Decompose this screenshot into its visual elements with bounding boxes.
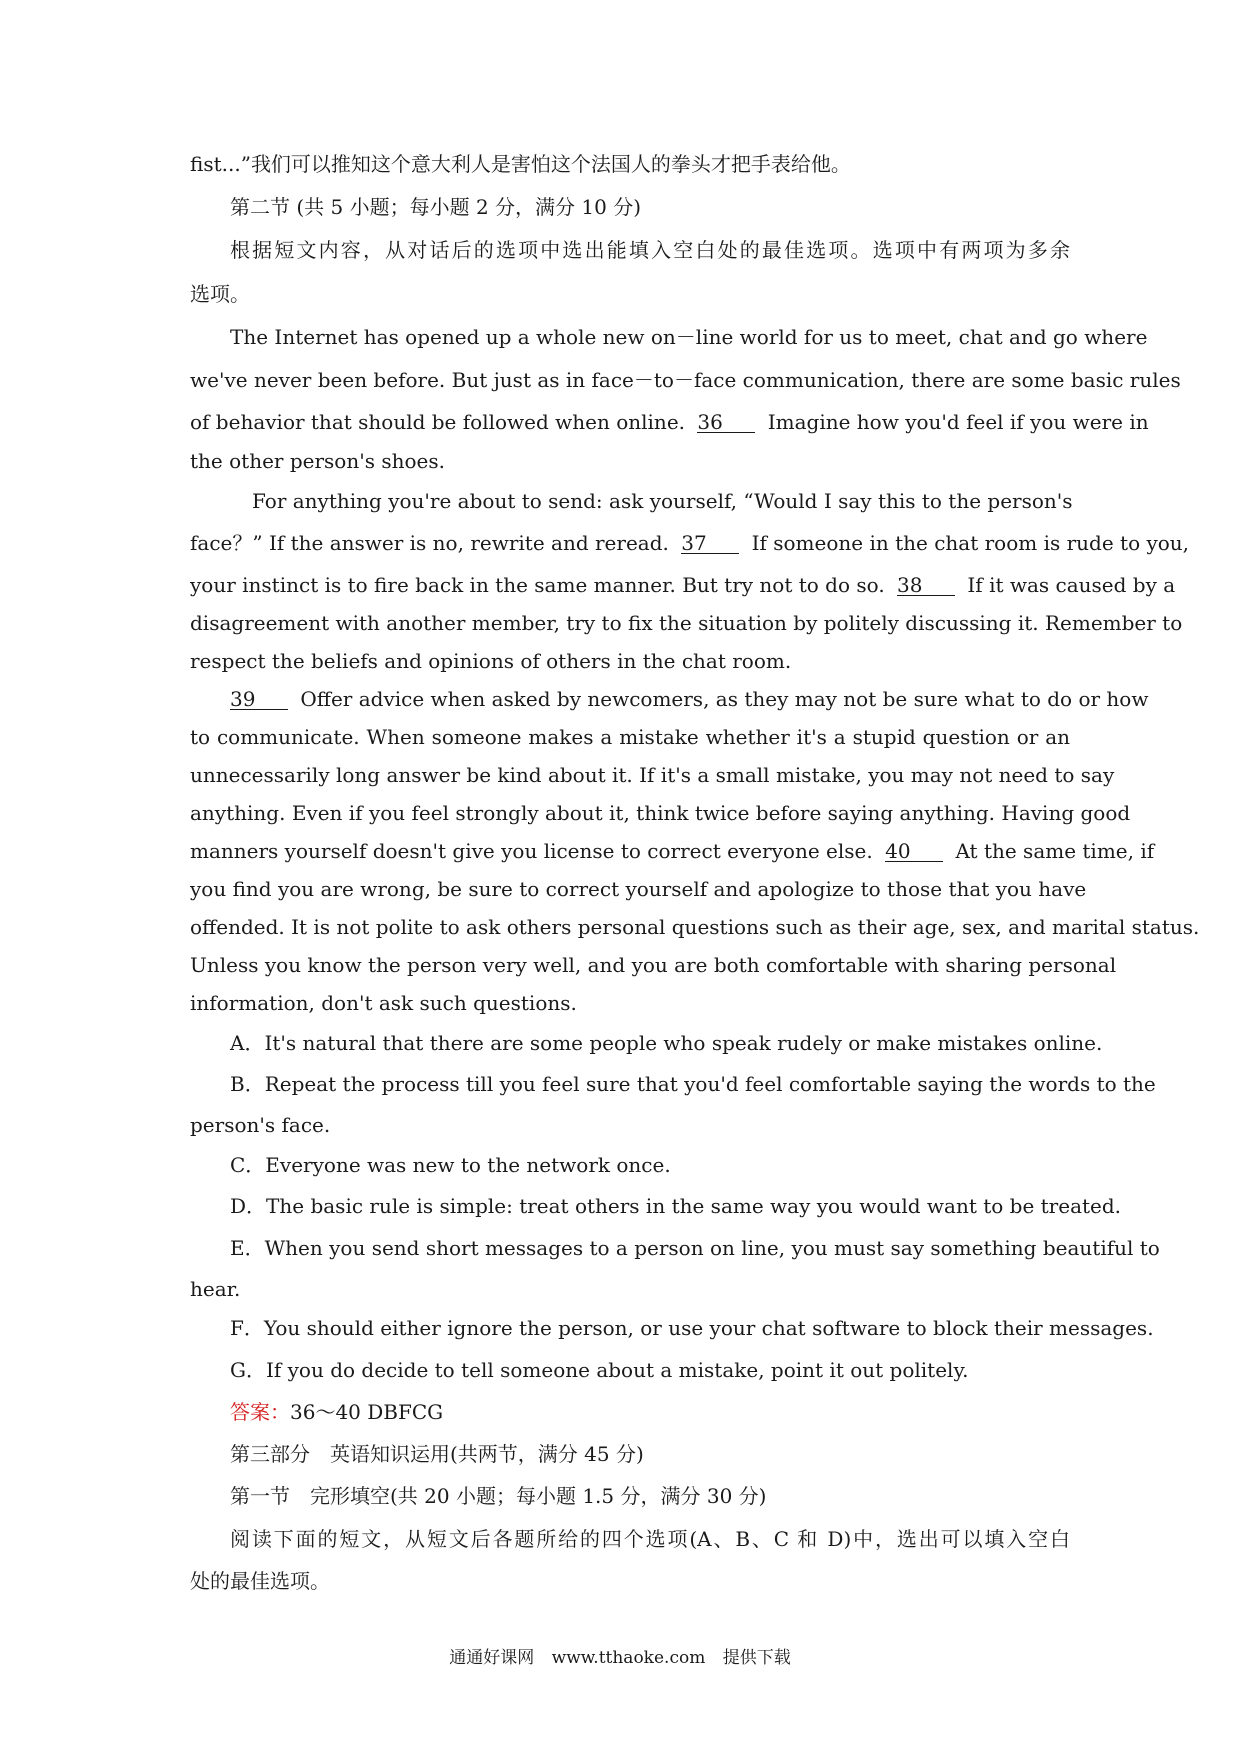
passage-line — [190, 572, 1176, 598]
section-heading: 第一节 完形填空(共 20 小题；每小题 1.5 分，满分 30 分) — [230, 1484, 767, 1508]
passage-text: If it was caused by a — [967, 573, 1176, 597]
blank-38: 38 — [897, 575, 955, 596]
passage-text: your instinct is to fire back in the same manner. But try not to do so. — [190, 573, 885, 597]
passage-line — [190, 530, 1190, 556]
passage-line: to communicate. When someone makes a mistake whether it's a stupid question or an — [190, 725, 1070, 749]
option-b: B．Repeat the process till you feel sure that you'd feel comfortable saying the words to the — [230, 1072, 1156, 1096]
option-c: C．Everyone was new to the network once. — [230, 1153, 671, 1177]
passage-line — [190, 838, 1155, 864]
answer-text: 36～40 DBFCG — [290, 1400, 444, 1424]
option-e: E．When you send short messages to a person on line, you must say something beautiful to — [230, 1236, 1160, 1260]
footer-tail: 提供下载 — [722, 1648, 791, 1668]
passage-line: offended. It is not polite to ask others personal questions such as their age, sex, and marital status. — [190, 915, 1200, 939]
instruction-line: 选项。 — [190, 282, 250, 306]
blank-40: 40 — [885, 841, 943, 862]
blank-37: 37 — [681, 533, 739, 554]
option-b-continued: person's face. — [190, 1113, 331, 1137]
blank-36: 36 — [697, 412, 755, 433]
passage-text: manners yourself doesn't give you license to correct everyone else. — [190, 839, 873, 863]
page-footer — [0, 1643, 1240, 1668]
passage-line: disagreement with another member, try to fix the situation by politely discussing it. Remember to — [190, 611, 1183, 635]
passage-line: anything. Even if you feel strongly about it, think twice before saying anything. Having good — [190, 801, 1131, 825]
answer-line — [230, 1399, 1070, 1425]
passage-line: unnecessarily long answer be kind about it. If it's a small mistake, you may not need to say — [190, 763, 1115, 787]
passage-text: If someone in the chat room is rude to you, — [751, 531, 1190, 555]
text-line: fist...”我们可以推知这个意大利人是害怕这个法国人的拳头才把手表给他。 — [190, 152, 851, 176]
footer-url[interactable]: www.tthaoke.com — [551, 1648, 706, 1668]
passage-text: face？” If the answer is no, rewrite and reread. — [190, 531, 669, 555]
blank-39: 39 — [230, 689, 288, 710]
instruction-line: 根据短文内容，从对话后的选项中选出能填入空白处的最佳选项。选项中有两项为多余 — [230, 238, 1070, 262]
passage-line: you find you are wrong, be sure to correct yourself and apologize to those that you have — [190, 877, 1087, 901]
option-e-continued: hear. — [190, 1277, 241, 1301]
passage-text: of behavior that should be followed when online. — [190, 410, 686, 434]
option-d: D．The basic rule is simple: treat others in the same way you would want to be treated. — [230, 1194, 1122, 1218]
option-a: A．It's natural that there are some people who speak rudely or make mistakes online. — [230, 1031, 1103, 1055]
passage-line: For anything you're about to send: ask yourself, “Would I say this to the person's — [252, 489, 1073, 513]
passage-text: Imagine how you'd feel if you were in — [767, 410, 1149, 434]
instruction-line: 阅读下面的短文，从短文后各题所给的四个选项(A、B、C 和 D)中，选出可以填入空白 — [230, 1527, 1070, 1551]
section-heading: 第二节 (共 5 小题；每小题 2 分，满分 10 分) — [230, 195, 642, 219]
passage-line: the other person's shoes. — [190, 449, 445, 473]
passage-text: At the same time, if — [955, 839, 1155, 863]
passage-line: we've never been before. But just as in face－to－face communication, there are some basic rules — [190, 368, 1181, 392]
option-f: F．You should either ignore the person, or use your chat software to block their messages. — [230, 1316, 1154, 1340]
part-heading: 第三部分 英语知识运用(共两节，满分 45 分) — [230, 1442, 644, 1466]
option-g: G．If you do decide to tell someone about a mistake, point it out politely. — [230, 1358, 969, 1382]
passage-line: information, don't ask such questions. — [190, 991, 577, 1015]
passage-line: respect the beliefs and opinions of others in the chat room. — [190, 649, 792, 673]
answer-label: 答案： — [230, 1400, 290, 1424]
passage-text: Offer advice when asked by newcomers, as they may not be sure what to do or how — [300, 687, 1149, 711]
passage-line — [190, 409, 1149, 435]
footer-site-name: 通通好课网 — [449, 1648, 535, 1668]
instruction-line: 处的最佳选项。 — [190, 1569, 330, 1593]
passage-line — [230, 686, 1149, 712]
passage-line: Unless you know the person very well, and you are both comfortable with sharing personal — [190, 953, 1117, 977]
passage-line: The Internet has opened up a whole new on－line world for us to meet, chat and go where — [230, 325, 1148, 349]
